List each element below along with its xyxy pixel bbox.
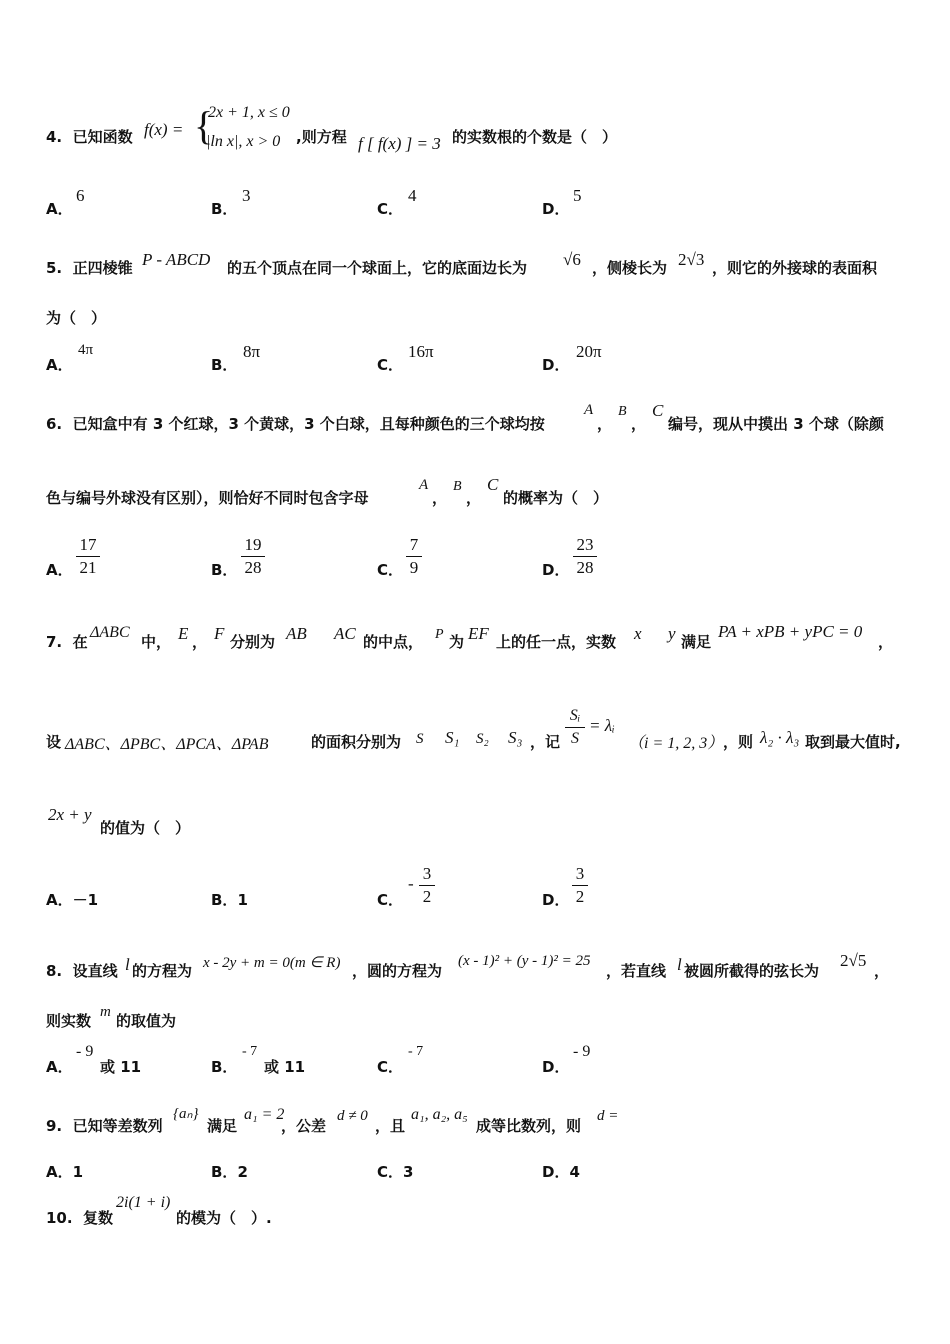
question-6: 6. 已知盒中有 3 个红球，3 个黄球，3 个白球，且每种颜色的三个球均按	[46, 415, 545, 433]
q8-var-m: m	[100, 1004, 111, 1020]
q7-comma-1: ，	[192, 633, 208, 651]
q4-option-a-label: A．	[46, 200, 73, 218]
q9-option-a: A．1	[46, 1163, 84, 1181]
q8-option-d: - 9	[573, 1043, 591, 1060]
q7-text-3: 分别为	[230, 633, 276, 651]
q7-text-13: 的值为（ ）	[100, 819, 191, 837]
q6-option-a: $\frac{17}{21}$	[76, 535, 100, 579]
question-10: 10. 复数	[46, 1209, 114, 1227]
q9-first-term: a₁ = 2	[244, 1106, 285, 1123]
q6-text-3: 色与编号外球没有区别），则恰好不同时包含字母	[46, 489, 369, 507]
q7-lambda-product: λ₂ · λ₃	[760, 728, 800, 747]
q7-text-10: ，记	[530, 733, 561, 751]
q7-area-s: S	[416, 731, 424, 747]
q8-option-b-or: 或 11	[264, 1058, 306, 1076]
q6-option-a-label: A．	[46, 561, 73, 579]
q4-function-name: f(x) =	[144, 120, 184, 139]
q5-option-d: 20π	[576, 342, 602, 361]
q9-d-equals: d =	[597, 1108, 619, 1124]
q7-triangles: ΔABC、ΔPBC、ΔPCA、ΔPAB	[65, 736, 269, 753]
q7-option-d-label: D．	[542, 891, 570, 909]
question-4: 4. 已知函数	[46, 128, 133, 146]
q8-line-l-2: l	[677, 955, 682, 974]
q7-point-f: F	[214, 624, 225, 643]
q7-segment-ef: EF	[468, 624, 489, 643]
q9-terms: a₁, a₂, a₅	[411, 1106, 468, 1123]
q6-option-d: $\frac{23}{28}$	[573, 535, 597, 579]
q7-segment-ab: AB	[286, 624, 307, 643]
q6-comma-1: ，	[597, 415, 613, 433]
q7-area-s2: S₂	[476, 731, 489, 747]
q5-option-c-label: C．	[377, 356, 404, 374]
q4-option-d-label: D．	[542, 200, 570, 218]
q9-text-3: ，公差	[281, 1117, 327, 1135]
q5-text-5: 为（ ）	[46, 309, 107, 327]
q4-case-2: |ln x|, x > 0	[206, 133, 281, 150]
q5-pyramid: P - ABCD	[142, 250, 211, 269]
q5-text-3: ，侧棱长为	[592, 259, 668, 277]
q8-text-4: ，若直线	[606, 962, 667, 980]
q7-ratio: $\frac{\text{Sᵢ}}{S}$	[565, 706, 585, 750]
q5-option-b: 8π	[243, 342, 261, 361]
q9-text-2: 满足	[207, 1117, 238, 1135]
q6-text-4: 的概率为（ ）	[503, 489, 609, 507]
q8-text-8: 的取值为	[116, 1012, 177, 1030]
q7-point-e: E	[178, 624, 189, 643]
q8-text-6: ，	[874, 962, 890, 980]
q8-option-c: - 7	[408, 1044, 424, 1059]
q7-lambda-i: = λᵢ	[589, 716, 615, 735]
q7-var-x: x	[634, 624, 642, 643]
q7-text-4: 的中点，	[363, 633, 424, 651]
q6-comma-3: ，	[432, 489, 448, 507]
q5-option-a: 4π	[78, 342, 94, 358]
q4-option-c: 4	[408, 186, 417, 205]
q4-brace: {	[194, 103, 214, 148]
q7-text-12: 取到最大值时,	[805, 733, 901, 751]
q7-option-b-label: B．1	[211, 891, 248, 909]
q7-area-s1: S₁	[445, 728, 460, 747]
q6-option-c: $\frac{7}{9}$	[406, 535, 422, 579]
q6-comma-2: ，	[631, 415, 647, 433]
q8-option-d-label: D．	[542, 1058, 570, 1076]
q6-letter-a: A	[584, 402, 594, 418]
q7-option-c: $\frac{3}{2}$	[419, 864, 435, 908]
q7-index-range: （i = 1, 2, 3）	[628, 735, 724, 752]
q6-letter-a-2: A	[419, 477, 429, 493]
q8-circle-eq: (x - 1)² + (y - 1)² = 25	[458, 953, 591, 969]
q4-option-b-label: B．	[211, 200, 238, 218]
q9-text-4: ，且	[375, 1117, 406, 1135]
q6-letter-b-2: B	[453, 479, 462, 494]
q5-option-b-label: B．	[211, 356, 238, 374]
q8-option-b-label: B．	[211, 1058, 238, 1076]
question-7: 7. 在	[46, 633, 88, 651]
q5-base-edge: √6	[563, 250, 581, 269]
q6-option-c-label: C．	[377, 561, 404, 579]
q7-text-9: 的面积分别为	[311, 733, 402, 751]
q5-text-4: ，则它的外接球的表面积	[712, 259, 878, 277]
q9-option-b: B．2	[211, 1163, 248, 1181]
q6-text-2: 编号，现从中摸出 3 个球（除颜	[668, 415, 884, 433]
q7-option-d: $\frac{3}{2}$	[572, 864, 588, 908]
q7-text-8: 设	[46, 733, 62, 751]
q4-equation: f [ f(x) ] = 3	[358, 134, 441, 153]
q5-option-a-label: A．	[46, 356, 73, 374]
q5-lateral-edge: 2√3	[678, 250, 705, 269]
q6-option-b-label: B．	[211, 561, 238, 579]
q6-option-b: $\frac{19}{28}$	[241, 535, 265, 579]
q6-letter-c: C	[652, 401, 664, 420]
q7-text-7: 满足	[681, 633, 712, 651]
q7-option-c-sign: -	[408, 874, 414, 893]
q7-area-s3: S₃	[508, 728, 523, 747]
q8-option-a-or: 或 11	[100, 1058, 142, 1076]
q8-option-c-label: C．	[377, 1058, 404, 1076]
q4-option-b: 3	[242, 186, 251, 205]
q6-letter-b: B	[618, 404, 627, 419]
q7-text-5: 为	[449, 633, 465, 651]
q6-letter-c-2: C	[487, 475, 499, 494]
q4-text-2: ,则方程	[296, 128, 347, 146]
q7-comma-end: ，	[878, 633, 894, 651]
q4-option-a: 6	[76, 186, 85, 205]
q9-option-c: C．3	[377, 1163, 414, 1181]
question-5: 5. 正四棱锥	[46, 259, 133, 277]
q5-text-2: 的五个顶点在同一个球面上，它的底面边长为	[227, 259, 528, 277]
q8-option-a-value: - 9	[76, 1043, 94, 1060]
q8-option-b-value: - 7	[242, 1044, 258, 1059]
q5-option-d-label: D．	[542, 356, 570, 374]
q7-text-6: 上的任一点，实数	[496, 633, 617, 651]
q6-option-d-label: D．	[542, 561, 570, 579]
q4-option-d: 5	[573, 186, 582, 205]
q7-var-y: y	[668, 624, 676, 643]
q8-line-l: l	[125, 955, 130, 974]
q7-text-2: 中，	[141, 633, 172, 651]
q9-option-d: D．4	[542, 1163, 580, 1181]
q4-option-c-label: C．	[377, 200, 404, 218]
q9-common-diff: d ≠ 0	[337, 1108, 368, 1124]
q4-text-3: 的实数根的个数是（ ）	[452, 128, 618, 146]
q7-option-c-label: C．	[377, 891, 404, 909]
q8-text-5: 被圆所截得的弦长为	[684, 962, 820, 980]
question-8: 8. 设直线	[46, 962, 118, 980]
q7-triangle: ΔABC	[90, 624, 130, 641]
q8-option-a-label: A．	[46, 1058, 73, 1076]
q7-text-11: ，则	[723, 733, 754, 751]
q7-expression: 2x + y	[48, 805, 92, 824]
q10-complex: 2i(1 + i)	[116, 1194, 171, 1211]
q9-text-5: 成等比数列，则	[476, 1117, 582, 1135]
q8-text-7: 则实数	[46, 1012, 92, 1030]
q7-option-a-label: A．－1	[46, 891, 99, 909]
q7-segment-ac: AC	[334, 624, 356, 643]
q8-line-eq: x - 2y + m = 0(m ∈ R)	[203, 955, 341, 971]
q6-comma-4: ，	[466, 489, 482, 507]
question-9: 9. 已知等差数列	[46, 1117, 163, 1135]
q4-case-1: 2x + 1, x ≤ 0	[208, 104, 290, 121]
q9-sequence: {aₙ}	[173, 1106, 199, 1122]
q8-chord: 2√5	[840, 951, 867, 970]
q10-text-2: 的模为（ ）.	[176, 1209, 272, 1227]
q7-point-p: P	[435, 627, 444, 642]
q8-text-2: 的方程为	[132, 962, 193, 980]
q5-option-c: 16π	[408, 342, 434, 361]
q8-text-3: ，圆的方程为	[352, 962, 443, 980]
q7-vector-eq: PA + xPB + yPC = 0	[718, 622, 863, 641]
